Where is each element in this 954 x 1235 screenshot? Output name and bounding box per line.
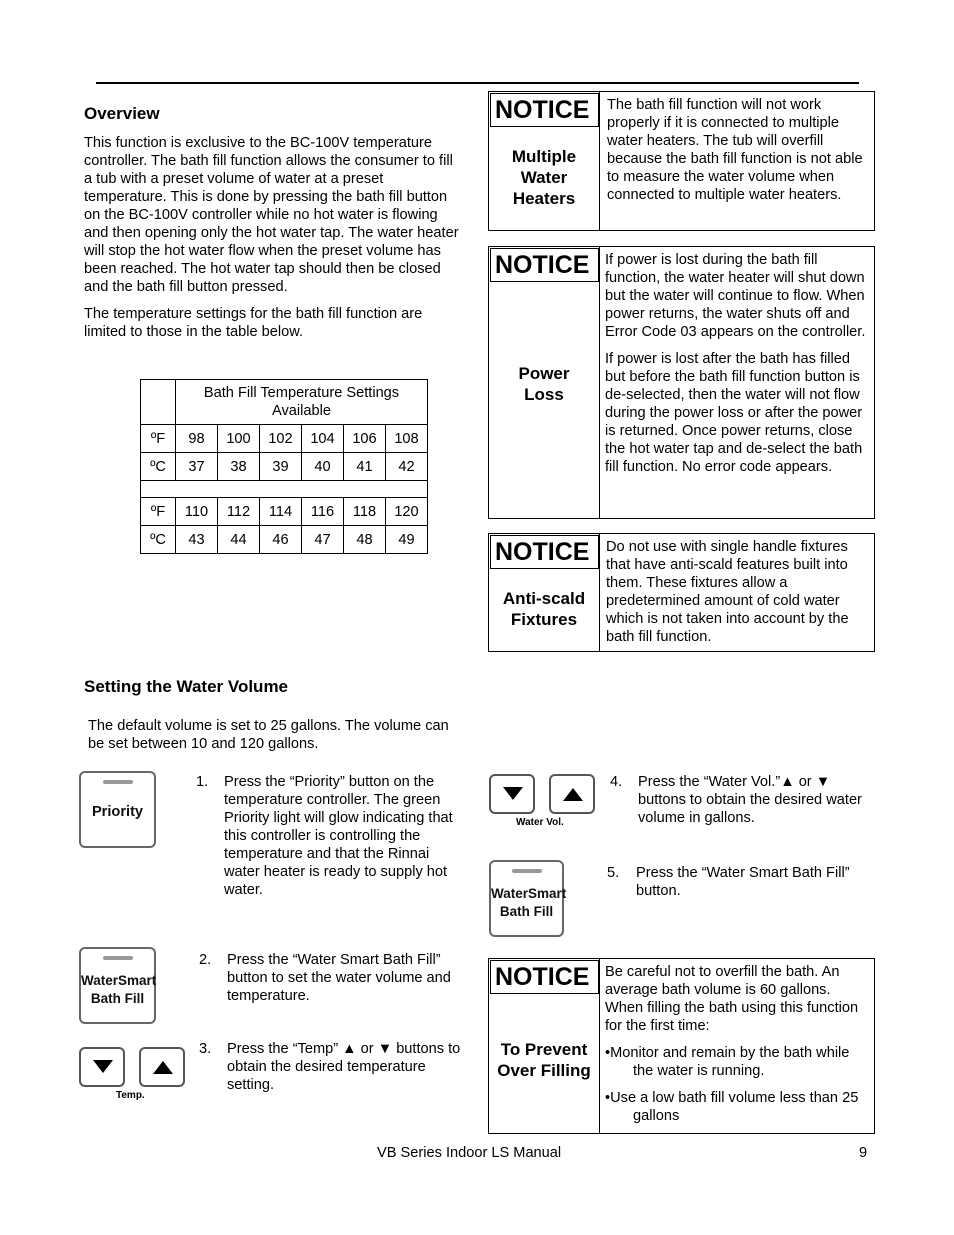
watersmart-label-line: WaterSmart [491, 886, 567, 901]
temp-cell: 98 [176, 425, 218, 453]
step-text: Press the “Water Smart Bath Fill” button to set the water volume and temperature. [227, 952, 451, 1004]
page-number: 9 [859, 1145, 868, 1161]
notice-label [489, 146, 599, 209]
temp-down-button[interactable] [79, 1047, 125, 1087]
priority-button[interactable] [79, 771, 156, 848]
notice-divider [599, 247, 600, 518]
footer-title: VB Series Indoor LS Manual [377, 1145, 562, 1161]
bullet-icon: • [605, 1090, 611, 1106]
table-header: Bath Fill Temperature Settings Available [176, 380, 428, 425]
step-number: 5. [607, 865, 620, 881]
step-number: 3. [199, 1041, 212, 1057]
step-text: Press the “Water Vol.”▲ or ▼ buttons to obtain the desired water volume in gallons. [638, 774, 862, 826]
notice-bullet [605, 1044, 872, 1080]
temp-cell: 112 [218, 498, 260, 526]
watersmart-label-line: Bath Fill [499, 904, 554, 919]
temp-cell: 106 [344, 425, 386, 453]
priority-button-label: Priority [91, 804, 144, 820]
notice-multiple-heaters [488, 91, 875, 231]
unit-c: ºC [141, 526, 176, 554]
notice-bullet [605, 1089, 872, 1125]
notice-tag: NOTICE [490, 535, 599, 569]
watersmart-button-label [81, 972, 157, 1008]
overview-text [84, 134, 464, 350]
arrow-up-icon [153, 1060, 173, 1074]
step-number: 2. [199, 952, 212, 968]
notice-bullet-text: Monitor and remain by the bath while the water is running. [610, 1045, 850, 1079]
table-spacer-row [141, 481, 428, 498]
watersmart-button-label [491, 885, 567, 921]
temp-cell: 116 [302, 498, 344, 526]
temp-cell: 102 [260, 425, 302, 453]
overview-para-2: The temperature settings for the bath fill function are limited to those in the table below. [84, 306, 423, 340]
step-number: 4. [610, 774, 623, 790]
notice-anti-scald [488, 533, 875, 652]
notice-divider [599, 959, 600, 1133]
temp-cell: 46 [260, 526, 302, 554]
temp-cell: 118 [344, 498, 386, 526]
notice-tag: NOTICE [490, 248, 599, 282]
notice-text [605, 963, 872, 1134]
temp-cell: 41 [344, 453, 386, 481]
step-text: Press the “Water Smart Bath Fill” button. [636, 865, 850, 899]
step-text: Press the “Temp” ▲ or ▼ buttons to obtain the desired temperature setting. [227, 1041, 461, 1093]
temp-cell: 43 [176, 526, 218, 554]
notice-label-line: Power [518, 364, 570, 383]
notice-text [605, 251, 871, 485]
temp-cell: 114 [260, 498, 302, 526]
temp-cell: 120 [386, 498, 428, 526]
temp-cell: 37 [176, 453, 218, 481]
watersmart-bath-fill-button[interactable] [79, 947, 156, 1024]
unit-f: ºF [141, 425, 176, 453]
water-vol-up-button[interactable] [549, 774, 595, 814]
notice-label [489, 1039, 599, 1081]
notice-label-line: Loss [524, 385, 564, 404]
overview-para-1: This function is exclusive to the BC-100V temperature controller. The bath fill function allows the consumer to fill a tub with a preset volume of water at a preset temperature. This is done by pressing the bath fill button on the BC-100V controller while no hot water is flowing and then opening only the hot water tap. The water heater will stop the hot water flow when the preset volume has been reached. The hot water tap should then be closed and the bath fill button pressed. [84, 135, 459, 295]
indicator-light [103, 956, 133, 960]
temp-cell: 42 [386, 453, 428, 481]
temp-cell: 104 [302, 425, 344, 453]
indicator-light [512, 869, 542, 873]
indicator-light [103, 780, 133, 784]
bullet-icon: • [605, 1045, 611, 1061]
notice-paragraph: Be careful not to overfill the bath. An average bath volume is 60 gallons. When filling the bath using this function for the first time: [605, 964, 859, 1034]
notice-label-line: Heaters [512, 189, 576, 208]
notice-label [489, 588, 599, 630]
setting-intro: The default volume is set to 25 gallons. The volume can be set between 10 and 120 gallons. [88, 718, 449, 752]
temp-cell: 110 [176, 498, 218, 526]
notice-bullet-text: Use a low bath fill volume less than 25 gallons [610, 1090, 859, 1124]
temp-cell: 49 [386, 526, 428, 554]
setting-heading: Setting the Water Volume [84, 677, 289, 696]
watersmart-bath-fill-button[interactable] [489, 860, 567, 937]
step-number: 1. [196, 774, 209, 790]
temperature-table [140, 379, 428, 554]
temp-up-button[interactable] [139, 1047, 185, 1087]
water-vol-down-button[interactable] [489, 774, 535, 814]
temp-cell: 48 [344, 526, 386, 554]
watersmart-label-line: WaterSmart [81, 973, 157, 988]
arrow-down-icon [93, 1060, 113, 1074]
notice-label-line: Fixtures [510, 610, 578, 629]
header-rule [96, 82, 859, 84]
temp-cell: 40 [302, 453, 344, 481]
water-vol-caption: Water Vol. [516, 817, 564, 828]
notice-tag: NOTICE [490, 93, 599, 127]
temp-cell: 38 [218, 453, 260, 481]
notice-paragraph: If power is lost during the bath fill function, the water heater will shut down but the water will continue to flow. When power returns, the water shuts off and Error Code 03 appears on the controller. [605, 252, 866, 340]
unit-c: ºC [141, 453, 176, 481]
temp-cell: 44 [218, 526, 260, 554]
arrow-down-icon [503, 787, 523, 801]
notice-prevent-overfill [488, 958, 875, 1134]
overview-heading: Overview [84, 104, 160, 123]
temp-cell: 100 [218, 425, 260, 453]
temp-caption: Temp. [116, 1090, 145, 1101]
temp-cell: 47 [302, 526, 344, 554]
watersmart-label-line: Bath Fill [90, 991, 145, 1006]
step-text: Press the “Priority” button on the temperature controller. The green Priority light will glow indicating that this controller is controlling the temperature and that the Rinnai water heater is ready to supply hot water. [224, 774, 453, 898]
notice-power-loss [488, 246, 875, 519]
notice-label [489, 363, 599, 405]
notice-label-line: Water [520, 168, 568, 187]
notice-divider [599, 92, 600, 230]
table-corner-cell [141, 380, 176, 425]
notice-divider [599, 534, 600, 651]
notice-label-line: Multiple [511, 147, 577, 166]
arrow-up-icon [563, 787, 583, 801]
notice-text: Do not use with single handle fixtures that have anti-scald features built into them. These fixtures allow a predetermined amount of cold water which is not taken into account by the bath fill function. [606, 539, 849, 645]
temp-cell: 108 [386, 425, 428, 453]
notice-tag: NOTICE [490, 960, 599, 994]
temp-cell: 39 [260, 453, 302, 481]
notice-label-line: To Prevent [500, 1040, 588, 1059]
notice-text: The bath fill function will not work properly if it is connected to multiple water heaters. The tub will overfill because the bath fill function is not able to measure the water volume when connected to multiple water heaters. [607, 97, 863, 203]
unit-f: ºF [141, 498, 176, 526]
notice-label-line: Over Filling [497, 1061, 591, 1080]
notice-paragraph: If power is lost after the bath has filled but before the bath fill function button is de-selected, then the water will not flow during the power loss or after the power is returned. Once power returns, close the hot water tap and de-select the bath fill function. No error code appears. [605, 351, 863, 475]
notice-label-line: Anti-scald [502, 589, 586, 608]
